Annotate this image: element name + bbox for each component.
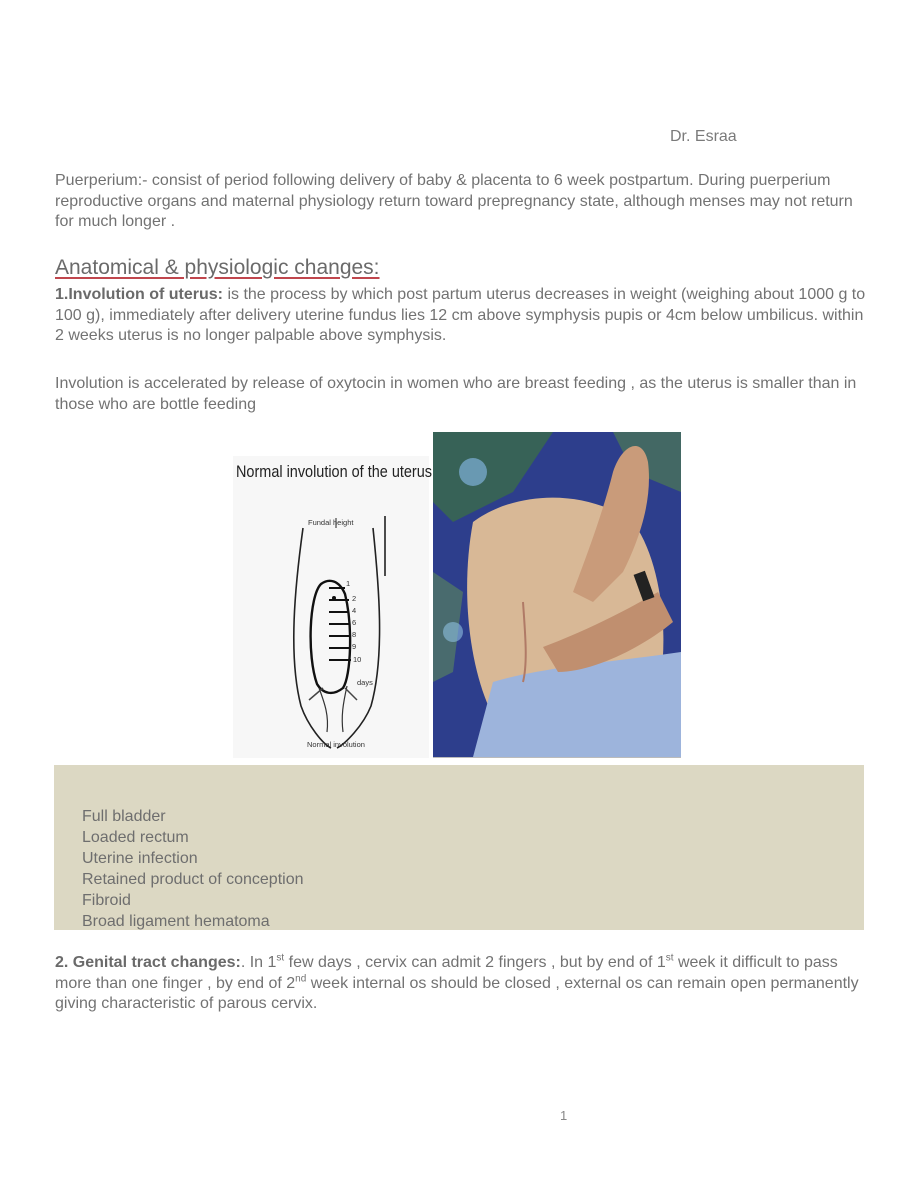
day-label: 2 — [352, 594, 357, 603]
fundal-height-label: Fundal height — [308, 518, 354, 527]
fundus-dot — [332, 596, 336, 600]
genital-text: . In 1 — [240, 954, 277, 971]
body-outline-left — [294, 528, 331, 748]
genital-text: few days , cervix can admit 2 fingers , but by end of 1 — [284, 954, 666, 971]
cause-item: Full bladder — [82, 808, 166, 825]
involution-paragraph — [55, 285, 870, 347]
day-label: 9 — [352, 642, 357, 651]
cause-item: Loaded rectum — [82, 829, 189, 846]
genital-text: week internal os should be closed , external os can remain open permanently giving characteristic of parous cervix. — [55, 974, 859, 1012]
oxytocin-paragraph: Involution is accelerated by release of oxytocin in women who are breast feeding , as the uterus is smaller than in those who are bottle feeding — [55, 375, 857, 413]
genital-text: week it difficult to pass more than one finger , by end of 2 — [55, 954, 838, 992]
day-label: 8 — [352, 630, 357, 639]
uterus-drawing — [233, 456, 429, 758]
causes-list — [82, 806, 303, 932]
fabric-pattern — [459, 458, 487, 486]
involution-lead: 1.Involution of uterus: — [55, 286, 223, 303]
cause-item: Retained product of conception — [82, 871, 304, 888]
cause-item: Broad ligament hematoma — [82, 913, 270, 930]
body-outline-right — [337, 528, 380, 748]
diagram-title: Normal involution of the uterus — [236, 462, 432, 481]
ordinal-suffix: st — [665, 952, 674, 964]
page-number: 1 — [560, 1108, 568, 1123]
cervix-line-left — [319, 688, 328, 732]
involution-text: is the process by which post partum uterus decreases in weight (weighing about 1000 g to 100 g), immediately after delivery uterine fundus lies 12 cm above symphysis pupis or 4cm below umbilicus. within 2 weeks uterus is no longer palpable above symphysis. — [55, 286, 866, 344]
involution-diagram — [233, 456, 432, 758]
genital-lead: 2. Genital tract changes: — [55, 954, 241, 971]
fundal-palpation-photo — [433, 432, 681, 758]
section-heading: Anatomical & physiologic changes: — [55, 256, 380, 279]
intro-paragraph: Puerperium:- consist of period following delivery of baby & placenta to 6 week postpartum. During puerperium reproductive organs and maternal physiology return toward prepregnancy state, although menses may not return for much longer . — [55, 172, 853, 230]
days-label: days — [357, 678, 373, 687]
ordinal-suffix: st — [276, 952, 285, 964]
ordinal-suffix: nd — [295, 973, 307, 985]
cause-item: Fibroid — [82, 892, 131, 909]
normal-involution-label: Normal involution — [307, 740, 365, 749]
genital-tract-paragraph — [55, 953, 870, 1015]
day-label: 10 — [353, 655, 362, 664]
palpation-illustration — [433, 432, 681, 757]
day-label: 4 — [352, 606, 357, 615]
fabric-pattern — [443, 622, 463, 642]
cause-item: Uterine infection — [82, 850, 198, 867]
day-label: 1 — [346, 579, 351, 588]
day-label: 6 — [352, 618, 357, 627]
subinvolution-causes-box — [54, 765, 864, 930]
cervix-line-right — [342, 686, 347, 732]
author-name: Dr. Esraa — [670, 128, 737, 145]
